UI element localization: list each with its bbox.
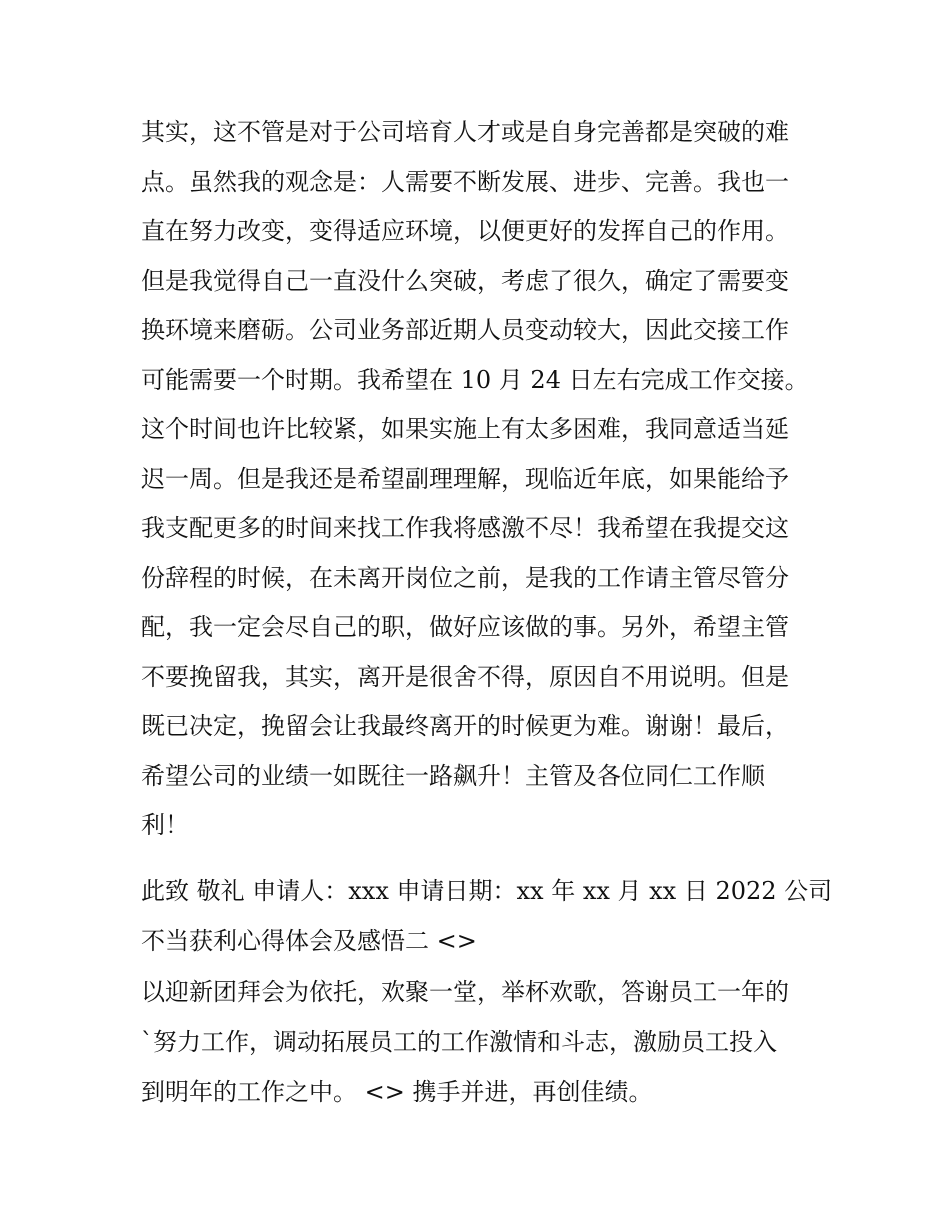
text-line: 可能需要一个时期。我希望在 10 月 24 日左右完成工作交接。	[141, 365, 809, 394]
text-line: 直在努力改变，变得适应环境，以便更好的发挥自己的作用。	[141, 217, 789, 245]
text-line: 不要挽留我，其实，离开是很舍不得，原因自不用说明。但是	[141, 662, 789, 691]
text-line: 到明年的工作之中。 <> 携手并进，再创佳绩。	[141, 1078, 653, 1106]
paragraph-resignation-body	[141, 108, 821, 851]
text-line: 但是我觉得自己一直没什么突破，考虑了很久，确定了需要变	[141, 266, 789, 295]
text-line: 这个时间也许比较紧，如果实施上有太多困难，我同意适当延	[141, 415, 789, 443]
text-line: 希望公司的业绩一如既往一路飙升！主管及各位同仁工作顺	[141, 761, 765, 790]
text-line: 以迎新团拜会为依托，欢聚一堂，举杯欢歌，答谢员工一年的	[141, 978, 789, 1006]
paragraph-closing-signature	[141, 866, 833, 966]
text-line: 点。虽然我的观念是：人需要不断发展、进步、完善。我也一	[141, 167, 789, 196]
text-line: 其实，这不管是对于公司培育人才或是自身完善都是突破的难	[141, 118, 789, 146]
text-line: 迟一周。但是我还是希望副理理解，现临近年底，如果能给予	[141, 464, 789, 493]
text-line: 既已决定，挽留会让我最终离开的时候更为难。谢谢！最后，	[141, 712, 789, 740]
text-line: 我支配更多的时间来找工作我将感激不尽！我希望在我提交这	[141, 514, 789, 542]
text-line: 份辞程的时候，在未离开岗位之前，是我的工作请主管尽管分	[141, 563, 789, 592]
text-line: 换环境来磨砺。公司业务部近期人员变动较大，因此交接工作	[141, 316, 789, 344]
paragraph-new-year-gathering	[141, 967, 821, 1117]
text-line: `努力工作，调动拓展员工的工作激情和斗志，激励员工投入	[141, 1028, 777, 1056]
text-line: 利！	[141, 811, 189, 839]
text-line: 不当获利心得体会及感悟二 <>	[141, 927, 477, 955]
text-line: 此致 敬礼 申请人：xxx 申请日期：xx 年 xx 月 xx 日 2022 公司	[141, 877, 833, 905]
text-line: 配，我一定会尽自己的职，做好应该做的事。另外，希望主管	[141, 613, 789, 641]
